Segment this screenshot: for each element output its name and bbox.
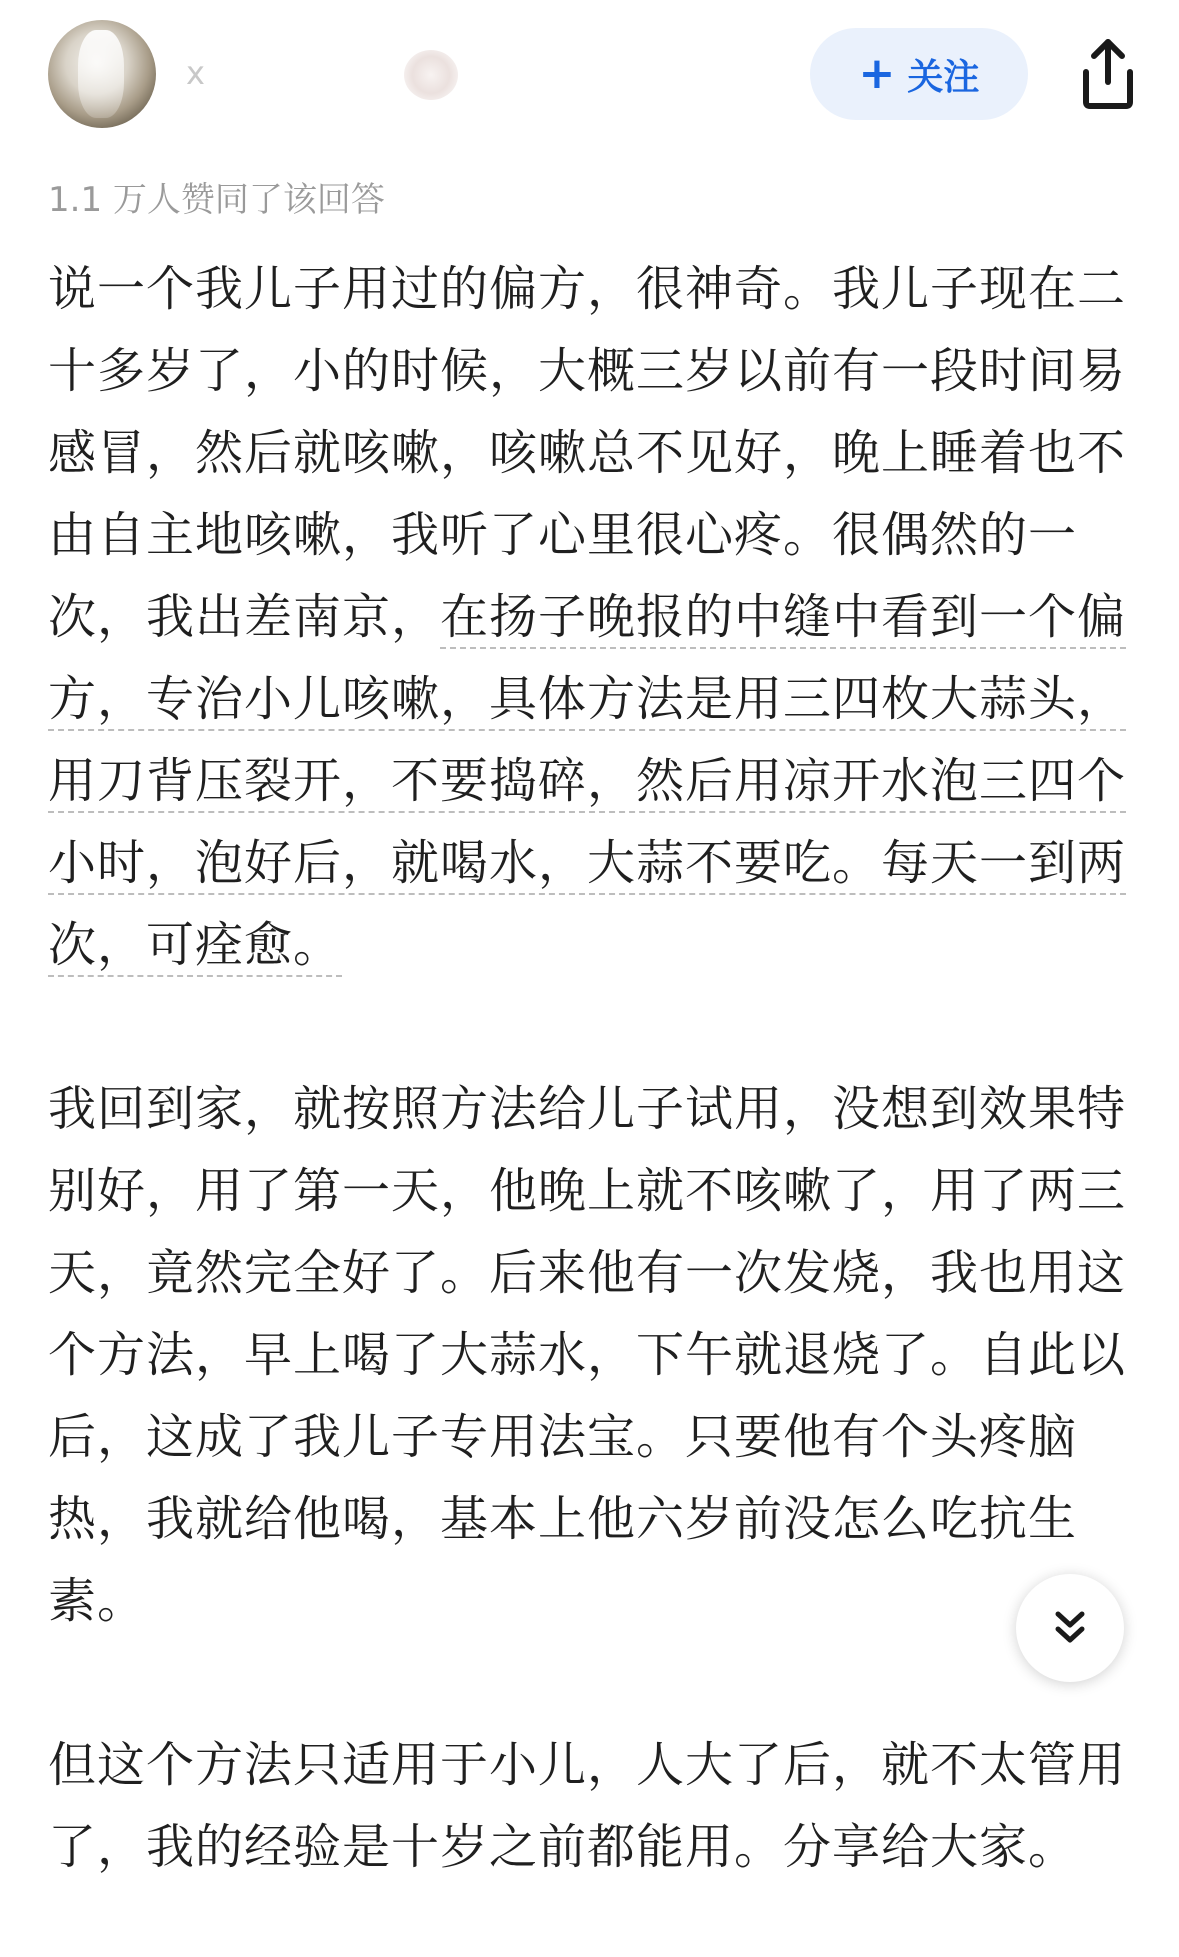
answer-header	[0, 0, 1179, 150]
double-chevron-down-icon	[1050, 1608, 1090, 1648]
answer-paragraph: 我回到家，就按照方法给儿子试用，没想到效果特别好，用了第一天，他晚上就不咳嗽了，用了两三天，竟然完全好了。后来他有一次发烧，我也用这个方法，早上喝了大蒜水，下午就退烧了。自此以后，这成了我儿子专用法宝。只要他有个头疼脑热，我就给他喝，基本上他六岁前没怎么吃抗生素。	[48, 1081, 1127, 1629]
answer-paragraph	[48, 248, 1143, 986]
follow-button[interactable]	[810, 28, 1028, 120]
avatar-highlight	[78, 30, 124, 118]
author-badge	[404, 50, 458, 100]
share-button[interactable]	[1074, 36, 1142, 112]
answer-paragraph: 但这个方法只适用于小儿，人大了后，就不太管用了，我的经验是十岁之前都能用。分享给大家。	[48, 1737, 1127, 1875]
answer-content	[48, 248, 1143, 1888]
author-name[interactable]: x	[186, 54, 205, 92]
highlighted-text[interactable]: 在扬子晚报的中缝中看到一个偏方，专治小儿咳嗽，具体方法是用三四枚大蒜头，用刀背压裂开，不要捣碎，然后用凉开水泡三四个小时，泡好后，就喝水，大蒜不要吃。每天一到两次，可痊愈。	[48, 589, 1127, 973]
likes-count: 1.1 万人赞同了该回答	[48, 180, 385, 220]
follow-label: 关注	[907, 56, 980, 98]
share-icon	[1074, 36, 1142, 112]
expand-button[interactable]	[1016, 1574, 1124, 1682]
plus-icon: +	[858, 48, 896, 99]
avatar[interactable]	[48, 20, 156, 128]
paragraph-text: 说一个我儿子用过的偏方，很神奇。我儿子现在二十多岁了，小的时候，大概三岁以前有一段时间易感冒，然后就咳嗽，咳嗽总不见好，晚上睡着也不由自主地咳嗽，我听了心里很心疼。很偶然的一次，我出差南京，	[48, 261, 1127, 645]
